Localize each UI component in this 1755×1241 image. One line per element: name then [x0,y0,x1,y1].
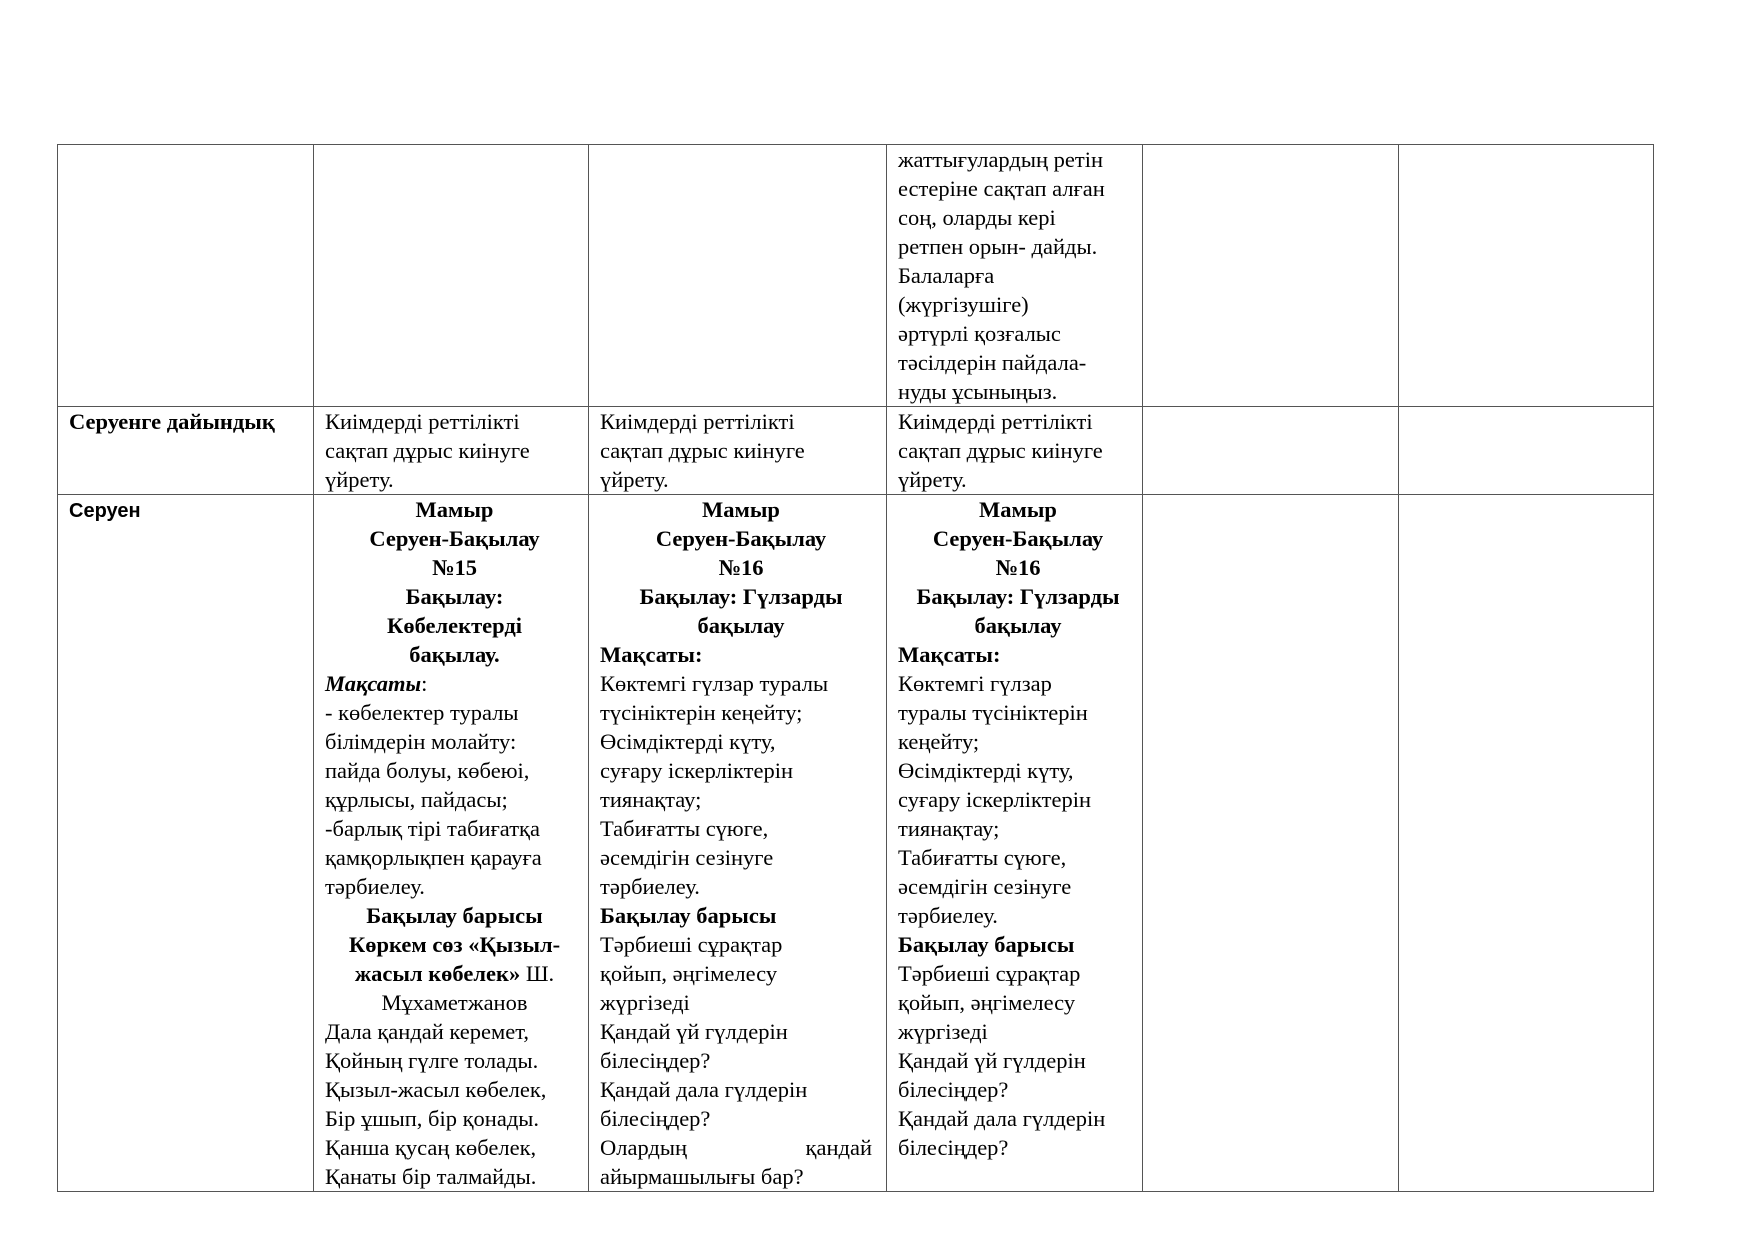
continuation-label-cell [58,145,314,407]
text-line: нуды ұсыныңыз. [898,379,1058,404]
observation-heading: Бақылау: Гүлзарды [916,584,1120,609]
text-line: Табиғатты сүюге, [600,816,769,841]
text-line: Тәрбиеші сұрақтар [898,961,1081,986]
observation-topic: бақылау. [409,642,500,667]
text-line: -барлық тірі табиғатқа [325,816,540,841]
text-line: Өсімдіктерді күту, [600,729,776,754]
continuation-row [58,145,1654,407]
text-line: Қандай дала гүлдерін [600,1077,808,1102]
observation-heading: Бақылау: [405,584,504,609]
poem-author: Мұхаметжанов [381,990,528,1015]
row-label: Серуенге дайындық [58,407,314,495]
text-line: естеріне сақтап алған [898,176,1105,201]
goal-colon: : [421,671,428,696]
text-line: тәрбиелеу. [898,903,998,928]
text-line: Табиғатты сүюге, [898,845,1067,870]
walk-cell-3 [887,495,1143,1192]
text-line: әсемдігін сезінуге [600,845,774,870]
walk-number: №16 [995,555,1041,580]
process-heading: Бақылау барысы [898,932,1075,957]
text-line: туралы түсініктерін [898,700,1088,725]
text-line: тиянақтау; [600,787,702,812]
text-line: Тәрбиеші сұрақтар [600,932,783,957]
text-line: суғару іскерліктерін [600,758,794,783]
month-heading: Мамыр [702,497,780,522]
text-line: кеңейту; [898,729,980,754]
continuation-cell-1 [314,145,589,407]
observation-topic: бақылау [697,613,785,638]
text-line: Қандай үй гүлдерін [600,1019,788,1044]
text-line: Киімдерді реттілікті [600,409,795,434]
observation-topic: Көбелектерді [387,613,522,638]
prep-cell-4 [1143,407,1399,495]
observation-topic: бақылау [974,613,1062,638]
text-line: жүргізеді [898,1019,988,1044]
text-line: соң, оларды кері [898,205,1056,230]
walk-heading: Серуен-Бақылау [655,526,827,551]
poem-title: Көркем сөз «Қызыл- [348,932,561,957]
walk-cell-2 [589,495,887,1192]
text-line: білесіңдер? [898,1135,1009,1160]
poem-line: Бір ұшып, бір қонады. [325,1106,540,1131]
prep-cell-5 [1399,407,1654,495]
text-line: үйрету. [325,467,394,492]
poem-line: Қанаты бір талмайды. [325,1164,537,1189]
text-line: қойып, әңгімелесу [600,961,778,986]
text-line: Қандай үй гүлдерін [898,1048,1086,1073]
row-label: Серуен [58,495,314,1192]
text-line: жүргізеді [600,990,690,1015]
text-line: тиянақтау; [898,816,1000,841]
walk-cell-5 [1399,495,1654,1192]
poem-author-initial: Ш. [520,961,555,986]
text-line: үйрету. [898,467,967,492]
text-line: сақтап дұрыс киінуге [898,438,1103,463]
text-line: айырмашылығы бар? [600,1164,804,1189]
text-line: білесіңдер? [600,1048,711,1073]
process-heading: Бақылау барысы [600,903,777,928]
goal-label: Мақсаты: [600,642,703,667]
text-line: ретпен орын- дайды. [898,234,1098,259]
text-line: Өсімдіктерді күту, [898,758,1074,783]
poem-line: Қанша қусаң көбелек, [325,1135,537,1160]
text-line: тәсілдерін пайдала- [898,350,1087,375]
text-line: - көбелектер туралы [325,700,519,725]
continuation-cell-2 [589,145,887,407]
text-line: білімдерін молайту: [325,729,517,754]
continuation-cell-3 [887,145,1143,407]
poem-title-line [325,959,584,988]
text-line: Киімдерді реттілікті [325,409,520,434]
walk-heading: Серуен-Бақылау [932,526,1104,551]
walk-cell-4 [1143,495,1399,1192]
goal-line [325,669,584,698]
continuation-cell-4 [1143,145,1399,407]
text-line: құрлысы, пайдасы; [325,787,508,812]
poem-line: Қызыл-жасыл көбелек, [325,1077,547,1102]
text-line: әртүрлі қозғалыс [898,321,1061,346]
prep-cell-2 [589,407,887,495]
walk-heading: Серуен-Бақылау [369,526,540,551]
continuation-cell-5 [1399,145,1654,407]
text-line: әсемдігін сезінуге [898,874,1072,899]
text-line: білесіңдер? [600,1106,711,1131]
text-line: Көктемгі гүлзар туралы [600,671,829,696]
poem-title: жасыл көбелек» [354,961,521,986]
text-line: Көктемгі гүлзар [898,671,1052,696]
text-line: пайда болуы, көбеюі, [325,758,530,783]
observation-heading: Бақылау: Гүлзарды [639,584,843,609]
text-line: түсініктерін кеңейту; [600,700,803,725]
prep-cell-3 [887,407,1143,495]
text-line: сақтап дұрыс киінуге [325,438,530,463]
text-line: жаттығулардың ретін [898,147,1103,172]
text-line: Қандай дала гүлдерін [898,1106,1106,1131]
walk-number: №15 [431,555,478,580]
poem-line: Қойның гүлге толады. [325,1048,539,1073]
process-heading: Бақылау барысы [366,903,543,928]
daily-plan-table [57,144,1654,1192]
text-line: (жүргізушіге) [898,292,1029,317]
text-line: қамқорлықпен қарауға [325,845,542,870]
month-heading: Мамыр [415,497,494,522]
walk-preparation-row [58,407,1654,495]
text-line: Олардың қандай [600,1135,872,1160]
text-line: білесіңдер? [898,1077,1009,1102]
walk-number: №16 [718,555,764,580]
month-heading: Мамыр [979,497,1057,522]
text-line: үйрету. [600,467,669,492]
text-line: Балаларға [898,263,995,288]
poem-line: Дала қандай керемет, [325,1019,530,1044]
text-line: тәрбиелеу. [600,874,700,899]
text-line: тәрбиелеу. [325,874,425,899]
text-line: суғару іскерліктерін [898,787,1092,812]
text-line: қойып, әңгімелесу [898,990,1076,1015]
goal-label: Мақсаты: [898,642,1001,667]
text-line: сақтап дұрыс киінуге [600,438,805,463]
prep-cell-1 [314,407,589,495]
walk-row [58,495,1654,1192]
goal-label: Мақсаты [325,671,422,696]
walk-cell-1 [314,495,589,1192]
text-line: Киімдерді реттілікті [898,409,1093,434]
